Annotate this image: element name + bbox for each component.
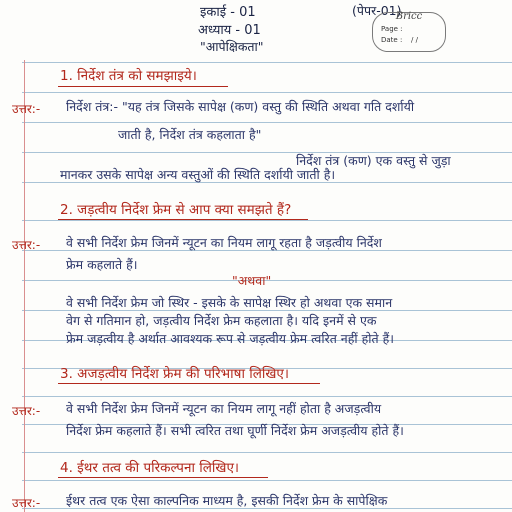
question-2-underline: [58, 219, 308, 220]
ruled-line: [22, 220, 512, 221]
answer-1-line-2: जाती है, निर्देश तंत्र कहलाता है": [118, 127, 262, 142]
ruled-line: [22, 452, 512, 453]
question-3-underline: [58, 383, 320, 384]
answer-1-label: उत्तर:-: [12, 102, 41, 116]
ruled-line: [22, 62, 512, 63]
question-4: 4. ईथर तत्व की परिकल्पना लिखिए।: [60, 460, 240, 476]
answer-1-line-4: मानकर उसके सापेक्ष अन्य वस्तुओं की स्थिति दर्शायी जाती है।: [60, 167, 336, 182]
paper-label: (पेपर-01): [352, 3, 402, 18]
date-field-label: Date :: [381, 36, 403, 44]
answer-2-line-3: वे सभी निर्देश फ्रेम जो स्थिर - इसके के सापेक्ष स्थिर हो अथवा एक समान: [66, 295, 393, 310]
answer-2-line-1: वे सभी निर्देश फ्रेम जिनमें न्यूटन का नियम लागू रहता है जड़त्वीय निर्देश: [66, 235, 382, 250]
date-field-value: / /: [411, 36, 418, 44]
answer-4-label: उत्तर:-: [12, 496, 41, 510]
brand-logo: Bricc: [395, 11, 423, 22]
question-3: 3. अजड़त्वीय निर्देश फ्रेम की परिभाषा लिखिए।: [60, 366, 290, 382]
answer-4-line-1: ईथर तत्व एक ऐसा काल्पनिक माध्यम है, इसकी निर्देश फ्रेम के सापेक्षिक: [66, 493, 388, 508]
margin-line: [24, 60, 25, 512]
answer-2-line-2: फ्रेम कहलाते हैं।: [66, 257, 138, 272]
answer-2-line-4: वेग से गतिमान हो, जड़त्वीय निर्देश फ्रेम कहलाता है। यदि इनमें से एक: [66, 313, 377, 328]
ruled-line: [22, 396, 512, 397]
ruled-line: [22, 480, 512, 481]
question-1: 1. निर्देश तंत्र को समझाइये।: [60, 68, 197, 84]
ruled-line: [22, 92, 512, 93]
answer-1-line-1: निर्देश तंत्र:- "यह तंत्र जिसके सापेक्ष (कण) वस्तु की स्थिति अथवा गति दर्शायी: [66, 99, 415, 114]
or-subheading: "अथवा": [232, 273, 272, 288]
answer-2-label: उत्तर:-: [12, 238, 41, 252]
question-4-underline: [58, 477, 268, 478]
question-1-underline: [58, 86, 228, 87]
topic-heading: "आपेक्षिकता": [200, 39, 264, 54]
answer-1-line-3: निर्देश तंत्र (कण) एक वस्तु से जुड़ा: [296, 153, 451, 168]
answer-3-line-2: निर्देश फ्रेम कहलाते हैं। सभी त्वरित तथा घूर्णी निर्देश फ्रेम अजड़त्वीय होते हैं।: [66, 423, 404, 438]
ruled-line: [22, 122, 512, 123]
unit-heading: इकाई - 01: [200, 5, 256, 20]
answer-2-line-5: फ्रेम जड़त्वीय है अर्थात आवश्यक रूप से जड़त्वीय फ्रेम त्वरित नहीं होते हैं।: [66, 331, 394, 346]
notebook-brand-box: [372, 12, 446, 52]
answer-3-label: उत्तर:-: [12, 404, 41, 418]
chapter-heading: अध्याय - 01: [198, 23, 261, 38]
answer-3-line-1: वे सभी निर्देश फ्रेम जिनमें न्यूटन का नियम लागू नहीं होता है अजड़त्वीय: [66, 401, 382, 416]
page-field-label: Page :: [381, 25, 403, 33]
question-2: 2. जड़त्वीय निर्देश फ्रेम से आप क्या समझते हैं?: [60, 202, 292, 218]
